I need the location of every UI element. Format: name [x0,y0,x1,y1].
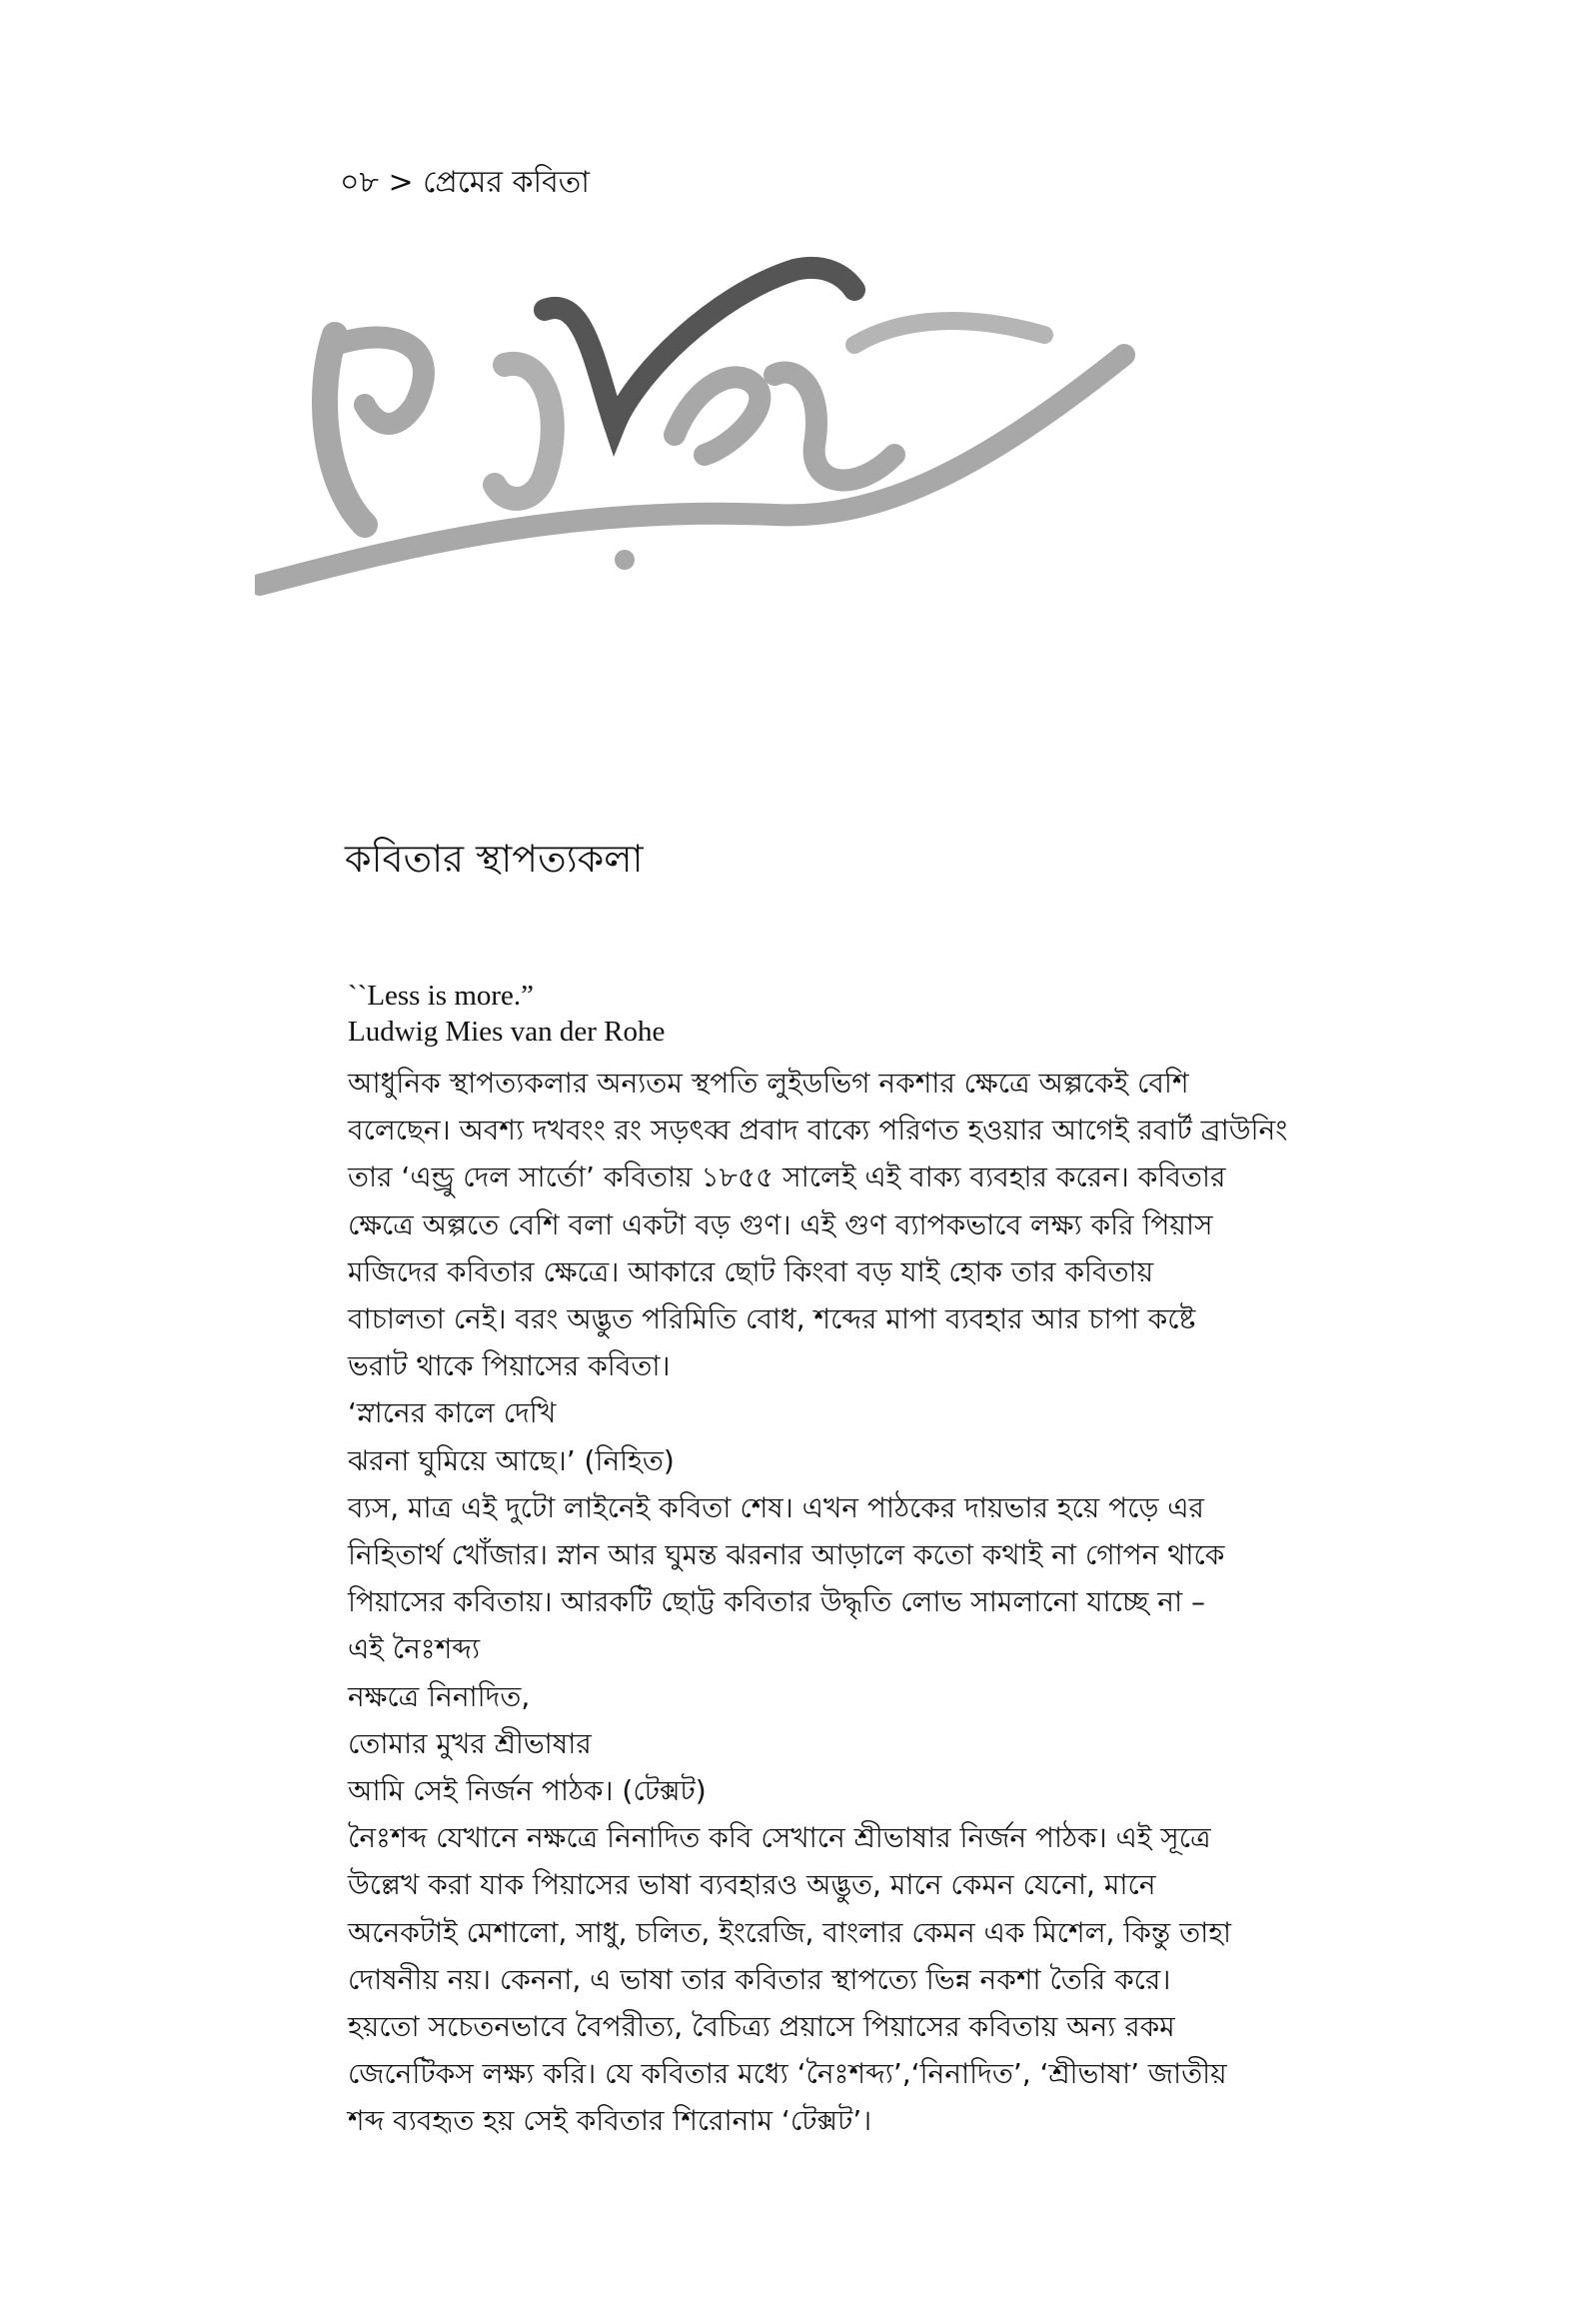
epigraph [348,978,665,1050]
body-line: ক্ষেত্রে অল্পতে বেশি বলা একটা বড় গুণ। এই গুণ ব্যাপকভাবে লক্ষ্য করি পিয়াস [348,1207,1213,1241]
body-line: মজিদের কবিতার ক্ষেত্রে। আকারে ছোট কিংবা বড় যাই হোক তার কবিতায় [348,1254,1154,1288]
body-line: অনেকটাই মেশালো, সাধু, চলিত, ইংরেজি, বাংলার কেমন এক মিশেল, কিন্তু তাহা [348,1915,1232,1949]
verse-line: নক্ষত্রে নিনাদিত, [348,1679,531,1713]
body-line: উল্লেখ করা যাক পিয়াসের ভাষা ব্যবহারও অদ্ভুত, মানে কেমন যেনো, মানে [348,1868,1156,1902]
verse-line: ঝরনা ঘুমিয়ে আছে।’ (নিহিত) [348,1443,675,1477]
body-line: ব্যস, মাত্র এই দুটো লাইনেই কবিতা শেষ। এখন পাঠকের দায়ভার হয়ে পড়ে এর [348,1490,1204,1524]
body-line: আধুনিক স্থাপত্যকলার অন্যতম স্থপতি লুইডভিগ নকশার ক্ষেত্রে অল্পকেই বেশি [348,1067,1189,1100]
body-line: বাচালতা নেই। বরং অদ্ভুত পরিমিতি বোধ, শব্দের মাপা ব্যবহার আর চাপা কষ্টে [348,1302,1196,1336]
body-line: ভরাট থাকে পিয়াসের কবিতা। [348,1349,671,1383]
section-title: কবিতার স্থাপত্যকলা [345,837,644,881]
verse-line: তোমার মুখর শ্রীভাষার [348,1726,592,1760]
body-line: বলেছেন। অবশ্য দখবংং রং সড়ৎব্ব প্রবাদ বাক্যে পরিণত হওয়ার আগেই রবার্ট ব্রাউনিং [348,1114,1288,1148]
verse-line: আমি সেই নির্জন পাঠক। (টেক্সট) [348,1774,707,1808]
epigraph-quote: ``Less is more.” [348,980,535,1012]
body-line: শব্দ ব্যবহৃত হয় সেই কবিতার শিরোনাম ‘টেক্সট’। [348,2104,872,2138]
article-body [348,1060,1407,2145]
body-line: নৈঃশব্দ যেখানে নক্ষত্রে নিনাদিত কবি সেখানে শ্রীভাষার নির্জন পাঠক। এই সূত্রে [348,1821,1211,1855]
epigraph-author: Ludwig Mies van der Rohe [348,1016,666,1048]
pratiswar-logo [255,255,1154,619]
logo-calligraphy [255,255,1154,615]
running-head: ০৮ > প্রেমের কবিতা [340,165,590,200]
body-line: হয়তো সচেতনভাবে বৈপরীত্য, বৈচিত্র্য প্রয়াসে পিয়াসের কবিতায় অন্য রকম [348,2010,1175,2044]
body-line: দোষনীয় নয়। কেননা, এ ভাষা তার কবিতার স্থাপত্যে ভিন্ন নকশা তৈরি করে। [348,1962,1171,1996]
verse-line: এই নৈঃশব্দ্য [348,1632,481,1666]
verse-line: ‘স্নানের কালে দেখি [348,1396,557,1430]
body-line: জেনেটিকস লক্ষ্য করি। যে কবিতার মধ্যে ‘নৈঃশব্দ্য’,‘নিনাদিত’, ‘শ্রীভাষা’ জাতীয় [348,2057,1227,2091]
body-line: নিহিতার্থ খোঁজার। স্নান আর ঘুমন্ত ঝরনার আড়ালে কতো কথাই না গোপন থাকে [348,1538,1225,1572]
body-line: পিয়াসের কবিতায়। আরকটি ছোট্ট কবিতার উদ্ধৃতি লোভ সামলানো যাচ্ছে না – [348,1585,1205,1619]
body-line: তার ‘এন্ড্রু দেল সার্তো’ কবিতায় ১৮৫৫ সালেই এই বাক্য ব্যবহার করেন। কবিতার [348,1161,1226,1194]
